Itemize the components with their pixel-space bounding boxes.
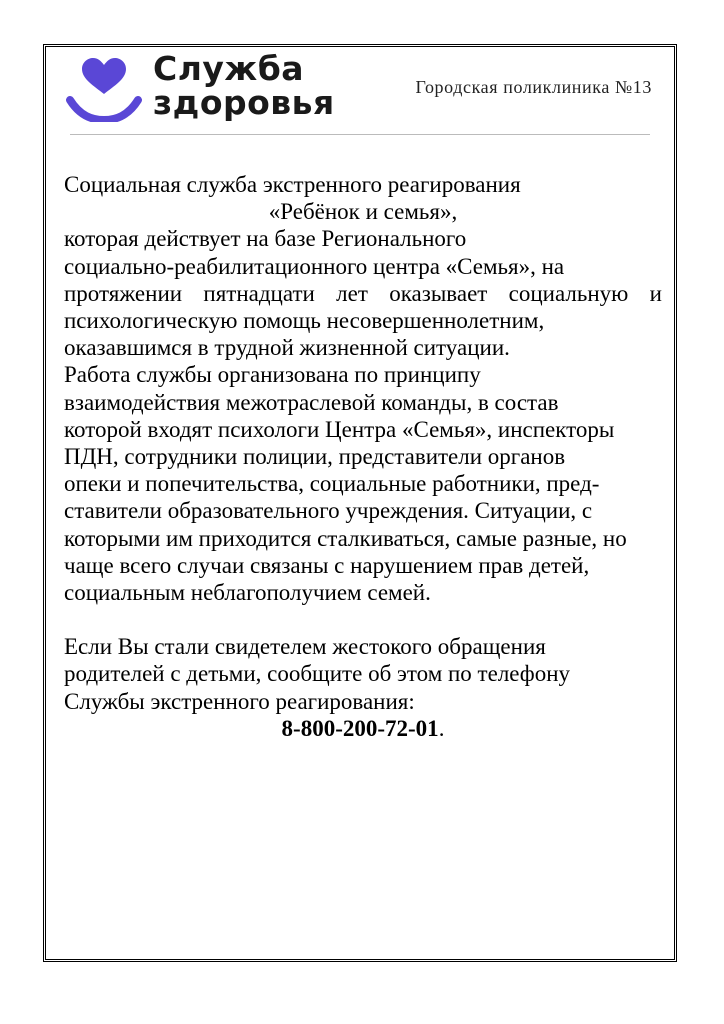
text-line: протяжении пятнадцати лет оказывает социальную и	[64, 280, 662, 306]
brand-name	[153, 49, 335, 122]
text-line: которая действует на базе Регионального	[64, 226, 467, 252]
text-line: социально-реабилитационного центра «Семья», на	[64, 253, 565, 279]
text-line: которыми им приходится сталкиваться, самые разные, но	[64, 525, 627, 551]
phone-line	[64, 715, 662, 742]
text-line: социальным неблагополучием семей.	[64, 580, 431, 606]
text-line: родителей с детьми, сообщите об этом по телефону	[64, 661, 570, 687]
text-line: взаимодействия межотраслевой команды, в состав	[64, 389, 559, 415]
text-line: психологическую помощь несовершеннолетним,	[64, 308, 545, 334]
text-line: ПДН, сотрудники полиции, представители органов	[64, 444, 566, 470]
text-line: ставители образовательного учреждения. Ситуации, с	[64, 498, 593, 524]
text-line: Если Вы стали свидетелем жестокого обращения	[64, 634, 546, 660]
text-line: оказавшимся в трудной жизненной ситуации.	[64, 335, 510, 361]
phone-suffix: .	[438, 715, 445, 741]
heart-smile-logo-icon	[64, 52, 144, 122]
brand-line-2: здоровья	[153, 83, 335, 122]
text-line: опеки и попечительства, социальные работники, пред-	[64, 471, 600, 497]
body-text	[64, 171, 662, 742]
paragraph-gap	[64, 606, 662, 633]
text-line: Службы экстренного реагирования:	[64, 688, 415, 714]
text-line: Социальная служба экстренного реагирования	[64, 172, 521, 197]
text-line: которой входят психологи Центра «Семья», инспекторы	[64, 416, 615, 442]
text-line: чаще всего случаи связаны с нарушением прав детей,	[64, 552, 590, 578]
service-name: «Ребёнок и семья»,	[268, 199, 458, 225]
header-divider	[70, 134, 650, 135]
clinic-name: Городская поликлиника №13	[415, 77, 652, 97]
text-line: Работа службы организована по принципу	[64, 362, 481, 388]
brand-line-1: Служба	[153, 49, 305, 88]
phone-number[interactable]: 8-800-200-72-01	[281, 715, 439, 741]
